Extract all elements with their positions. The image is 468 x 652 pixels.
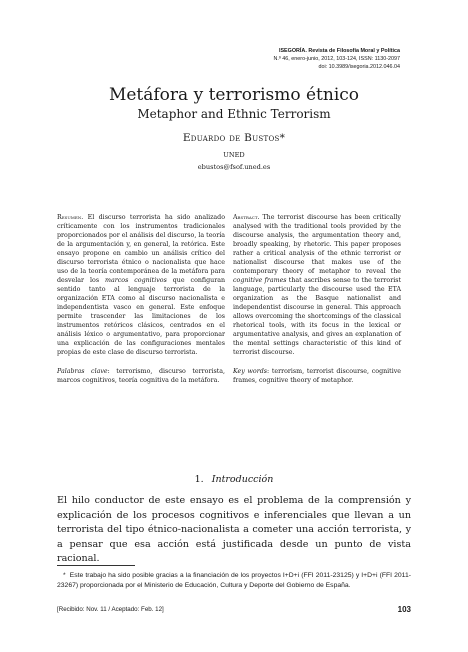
article-subtitle: Metaphor and Ethnic Terrorism <box>137 107 331 121</box>
abstract-column <box>233 213 401 385</box>
resumen-text: El discurso terrorista ha sido analizado críticamente con los instrumentos tradicionales proporcionados por el análisis del discurso, la teoría de la argumentación y, en general, la retórica. Este ensayo propone en cambio un análisis crítico del discurso terrorista étnico o nacionalista que hace uso de la teoría contemporánea de la metáfora para desvelar los <box>57 214 225 284</box>
author-affiliation: UNED <box>223 151 245 159</box>
resumen-keywords-text: : terrorismo, discurso terrorista, marcos cognitivos, teoría cognitiva de la metáfora. <box>57 368 225 384</box>
resumen-emphasis: marcos cognitivos <box>105 277 167 284</box>
footnote-text: Este trabajo ha sido posible gracias a la financiación de los proyectos I+D+i (FFI 2011-23125) y I+D+i (FFI 2011-23267) proporcionada por el Ministerio de Educación, Cultura y Deporte del Gobierno de España. <box>57 572 411 589</box>
abstract-keywords-text: : terrorism, terrorist discourse, cognitive frames, cognitive theory of metaphor. <box>233 368 401 384</box>
abstract-emphasis: cognitive frames <box>233 277 287 284</box>
section-title: Introducción <box>211 474 274 485</box>
journal-issue: N.º 46, enero-junio, 2012, 103-124, ISSN: 1130-2097 <box>273 56 400 62</box>
article-title: Metáfora y terrorismo étnico <box>108 85 360 105</box>
section-heading <box>0 473 468 487</box>
abstract-text: The terrorist discourse has been critically analysed with the traditional tools provided by the discourse analysis, the argumentation theory and, broadly speaking, by rhetoric. This paper proposes rather a critical analysis of the ethnic terrorist or nationalist discourse that makes use of the contemporary theory of metaphor to reveal the <box>233 214 401 275</box>
abstract-text-continued: that ascribes sense to the terrorist language, particularly the discourse used the ETA organization as the Basque nationalist and independentist discourse in general. This approach allows overcoming the shortcomings of the classical rhetorical tools, with its focus in the lexical or argumentative analysis, and gives an explanation of the mental settings characteristic of this kind of terrorist discourse. <box>233 277 401 356</box>
abstract-keywords-label: Key words <box>233 368 267 375</box>
article-author: Eduardo de Bustos* <box>182 132 286 144</box>
resumen-text-continued: que configuran sentido tanto al lenguaje terrorista de la organización ETA como al discurso nacionalista e independentista vasco en general. Este enfoque permite trascender las limitaciones de los instrumentos retóricos clásicos, centrados en el análisis léxico o argumentativo, para proporcionar una explicación de las configuraciones mentales propias de este clase de discurso terrorista. <box>57 277 226 356</box>
author-email[interactable]: ebustos@fsof.uned.es <box>197 163 271 171</box>
journal-header <box>140 47 400 71</box>
abstract-keywords <box>233 367 401 385</box>
resumen-keywords <box>57 367 225 385</box>
resumen-label: Resumen. <box>57 214 84 221</box>
resumen-paragraph <box>57 213 225 357</box>
resumen-column <box>57 213 225 385</box>
footnote-divider <box>57 565 135 566</box>
journal-name: ISEGORÍA. Revista de Filosofía Moral y Política <box>278 48 400 54</box>
resumen-keywords-label: Palabras clave <box>57 368 108 375</box>
footnote <box>57 571 411 590</box>
abstract-label: Abstract. <box>233 214 260 221</box>
page-footer <box>57 605 411 614</box>
body-paragraph: El hilo conductor de este ensayo es el problema de la comprensión y explicación de los procesos cognitivos e inferenciales que llevan a un terrorista del tipo étnico-nacionalista a cometer una acción terrorista, y a pensar que esa acción está justificada desde un punto de vista racional. <box>57 495 411 564</box>
footnote-mark: * <box>63 572 66 579</box>
journal-doi: doi: 10.3989/isegoria.2012.046.04 <box>318 64 400 70</box>
abstract-paragraph <box>233 213 401 357</box>
page-number: 103 <box>397 605 411 614</box>
section-number: 1. <box>194 474 204 485</box>
received-accepted-dates: [Recibido: Nov. 11 / Aceptado: Feb. 12] <box>57 606 164 613</box>
